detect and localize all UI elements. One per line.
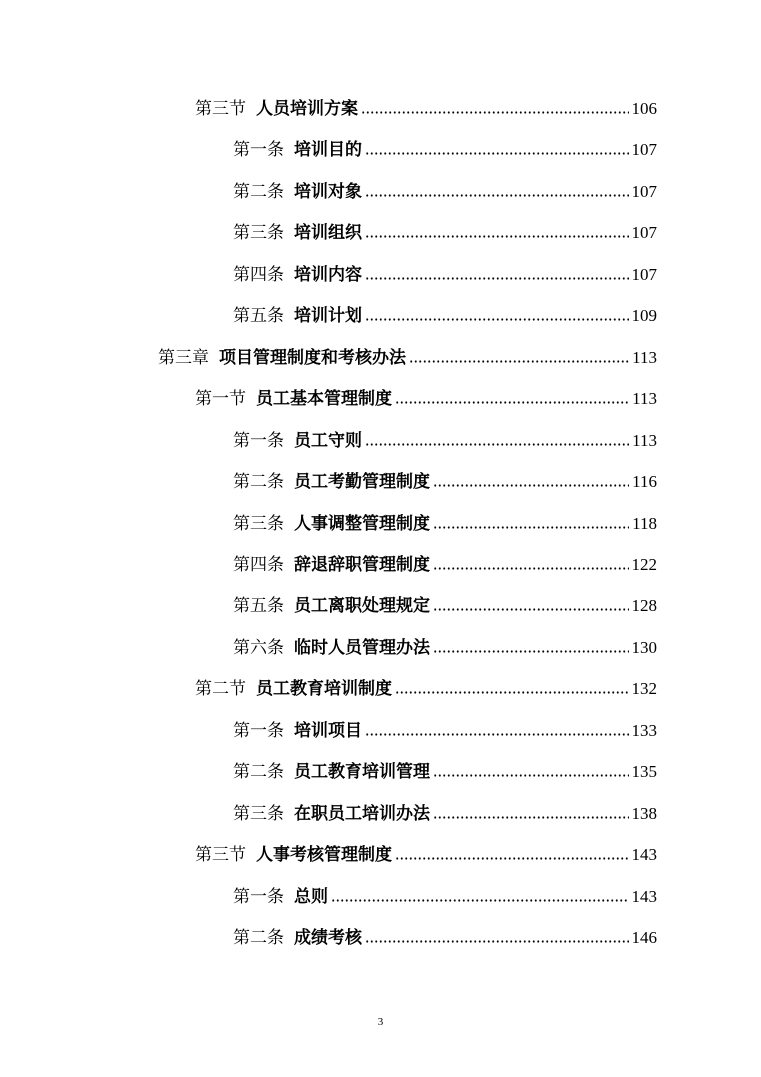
- toc-entry-title: 员工教育培训管理: [294, 762, 430, 782]
- toc-entry-article: [233, 263, 657, 287]
- toc-entry-page: 106: [631, 99, 657, 118]
- toc-entry-title: 员工基本管理制度: [256, 389, 392, 409]
- toc-entry-title: 在职员工培训办法: [294, 804, 430, 824]
- toc-entry-chapter: [158, 346, 657, 370]
- dot-leader: [433, 816, 629, 819]
- toc-entry-number: 第三节: [195, 99, 246, 119]
- toc-entry-number: 第二节: [195, 679, 246, 699]
- dot-leader: [395, 691, 629, 694]
- dot-leader: [365, 318, 629, 321]
- toc-entry-title: 项目管理制度和考核办法: [219, 348, 406, 368]
- toc-entry-page: 138: [631, 804, 657, 823]
- page-number: 3: [377, 1016, 384, 1028]
- toc-entry-number: 第二条: [233, 182, 284, 202]
- toc-entry-number: 第二条: [233, 928, 284, 948]
- toc-entry-number: 第二条: [233, 472, 284, 492]
- dot-leader: [433, 774, 629, 777]
- toc-entry-page: 116: [632, 472, 657, 491]
- toc-entry-title: 总则: [294, 887, 328, 907]
- toc-entry-page: 113: [632, 348, 657, 367]
- toc-entry-page: 107: [631, 182, 657, 201]
- toc-entry-page: 143: [631, 845, 657, 864]
- toc-entry-number: 第四条: [233, 265, 284, 285]
- toc-entry-title: 培训对象: [294, 182, 362, 202]
- toc-entry-page: 146: [631, 928, 657, 947]
- toc-entry-title: 培训目的: [294, 140, 362, 160]
- toc-entry-title: 员工离职处理规定: [294, 596, 430, 616]
- toc-entry-section: [195, 843, 657, 867]
- toc-entry-number: 第五条: [233, 306, 284, 326]
- toc-entry-page: 130: [631, 638, 657, 657]
- toc-entry-page: 135: [631, 762, 657, 781]
- toc-entry-section: [195, 387, 657, 411]
- toc-entry-number: 第五条: [233, 596, 284, 616]
- toc-entry-number: 第一节: [195, 389, 246, 409]
- toc-entry-article: [233, 802, 657, 826]
- toc-entry-page: 107: [631, 140, 657, 159]
- dot-leader: [433, 650, 629, 653]
- dot-leader: [433, 526, 629, 529]
- toc-entry-title: 员工守则: [294, 431, 362, 451]
- toc-entry-article: [233, 138, 657, 162]
- toc-entry-title: 辞退辞职管理制度: [294, 555, 430, 575]
- toc-entry-title: 人事调整管理制度: [294, 514, 430, 534]
- toc-entry-page: 113: [632, 431, 657, 450]
- dot-leader: [433, 484, 629, 487]
- toc-entry-article: [233, 553, 657, 577]
- toc-entry-title: 员工考勤管理制度: [294, 472, 430, 492]
- toc-entry-title: 培训项目: [294, 721, 362, 741]
- toc-entry-section: [195, 97, 657, 121]
- dot-leader: [365, 194, 629, 197]
- toc-entry-number: 第三条: [233, 804, 284, 824]
- toc-entry-page: 132: [631, 679, 657, 698]
- toc-entry-number: 第二条: [233, 762, 284, 782]
- toc-entry-title: 成绩考核: [294, 928, 362, 948]
- toc-entry-title: 临时人员管理办法: [294, 638, 430, 658]
- toc-entry-article: [233, 512, 657, 536]
- toc-entry-title: 人员培训方案: [256, 99, 358, 119]
- toc-entry-page: 118: [632, 514, 657, 533]
- toc-entry-title: 培训组织: [294, 223, 362, 243]
- toc-entry-article: [233, 719, 657, 743]
- dot-leader: [395, 857, 629, 860]
- toc-entry-title: 人事考核管理制度: [256, 845, 392, 865]
- toc-entry-page: 107: [631, 265, 657, 284]
- dot-leader: [365, 152, 629, 155]
- toc-entry-number: 第三条: [233, 514, 284, 534]
- toc-entry-article: [233, 636, 657, 660]
- dot-leader: [433, 567, 629, 570]
- dot-leader: [365, 277, 629, 280]
- toc-entry-article: [233, 429, 657, 453]
- toc-entry-number: 第六条: [233, 638, 284, 658]
- dot-leader: [433, 608, 629, 611]
- dot-leader: [395, 401, 629, 404]
- toc-entry-article: [233, 304, 657, 328]
- toc-entry-title: 培训内容: [294, 265, 362, 285]
- toc-entry-page: 133: [631, 721, 657, 740]
- toc-entry-number: 第一条: [233, 140, 284, 160]
- toc-entry-number: 第一条: [233, 431, 284, 451]
- toc-entry-article: [233, 926, 657, 950]
- toc-entry-page: 113: [632, 389, 657, 408]
- toc-entry-page: 107: [631, 223, 657, 242]
- toc-entry-number: 第一条: [233, 887, 284, 907]
- toc-entry-article: [233, 760, 657, 784]
- dot-leader: [409, 360, 629, 363]
- toc-entry-title: 员工教育培训制度: [256, 679, 392, 699]
- toc-entry-article: [233, 885, 657, 909]
- toc-entry-page: 122: [631, 555, 657, 574]
- toc-entry-number: 第一条: [233, 721, 284, 741]
- dot-leader: [361, 111, 629, 114]
- toc-entry-number: 第三条: [233, 223, 284, 243]
- dot-leader: [365, 733, 629, 736]
- toc-entry-number: 第四条: [233, 555, 284, 575]
- toc-entry-page: 143: [631, 887, 657, 906]
- toc-entry-article: [233, 180, 657, 204]
- dot-leader: [365, 443, 629, 446]
- toc-entry-page: 128: [631, 596, 657, 615]
- toc-entry-page: 109: [631, 306, 657, 325]
- toc-entry-number: 第三章: [158, 348, 209, 368]
- toc-entry-number: 第三节: [195, 845, 246, 865]
- dot-leader: [331, 899, 629, 902]
- toc-entry-article: [233, 594, 657, 618]
- dot-leader: [365, 940, 629, 943]
- dot-leader: [365, 235, 629, 238]
- toc-entry-section: [195, 677, 657, 701]
- toc-entry-article: [233, 221, 657, 245]
- toc-entry-title: 培训计划: [294, 306, 362, 326]
- toc-entry-article: [233, 470, 657, 494]
